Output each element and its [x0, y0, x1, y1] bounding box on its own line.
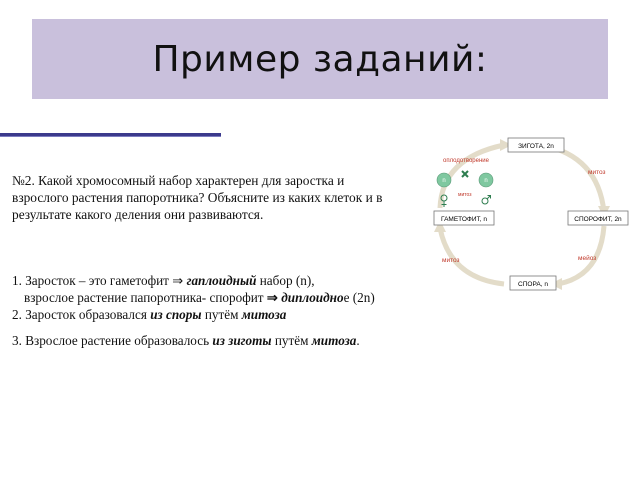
answer-1-bold: гаплоидный [186, 273, 257, 288]
mitosis-label-top-right: митоз [588, 169, 606, 176]
male-symbol-icon [482, 196, 491, 205]
question-text: №2. Какой хромосомный набор характерен для заростка и взрослого растения папоротника? Объясните из каких клеток и в результате какого деления они развиваются. [12, 173, 383, 222]
zygote-label: ЗИГОТА, 2n [518, 143, 554, 150]
cycle-arc-top-right [542, 145, 604, 212]
slide-title: Пример заданий: [152, 38, 488, 80]
cycle-arc-bottom-left [440, 228, 504, 284]
answer-3 [12, 332, 392, 349]
answer-2-bold-b: митоза [241, 307, 287, 322]
answer-3-bold-a: из зиготы [212, 333, 272, 348]
answer-1b-bold: диплоидно [281, 290, 344, 305]
title-bar [32, 19, 608, 99]
accent-line-shadow [0, 136, 221, 137]
spore-label: СПОРА, n [518, 281, 548, 288]
gamete-right-label: n [484, 178, 488, 184]
answer-1-text-a: 1. Заросток – это гаметофит ⇒ [12, 273, 187, 288]
answer-1-text-b: набор (n), [256, 273, 315, 288]
answer-1b-text-a: взрослое растение папоротника- спорофит [24, 290, 267, 305]
meiosis-label: мейоз [578, 255, 597, 262]
fertilization-label: оплодотворение [443, 158, 489, 164]
answer-1b-text-b: е (2n) [343, 290, 375, 305]
answers-block [12, 272, 392, 349]
answer-3-text-a: 3. Взрослое растение образовалось [12, 333, 213, 348]
fusion-cross-icon [462, 171, 468, 177]
mitosis-label-bottom-left: митоз [442, 257, 460, 264]
fern-life-cycle-diagram [420, 128, 632, 300]
answer-2 [12, 306, 392, 323]
answer-1-line-2 [12, 289, 392, 306]
answer-2-bold-a: из споры [150, 307, 202, 322]
answer-1b-arrow: ⇒ [266, 290, 282, 305]
mitosis-label-small: митоз [458, 192, 472, 198]
gamete-left-label: n [442, 178, 446, 184]
answer-3-text-b: путём [271, 333, 312, 348]
answer-2-text-a: 2. Заросток образовался [12, 307, 151, 322]
answer-2-text-b: путём [201, 307, 242, 322]
answer-3-text-c: . [356, 333, 360, 348]
answer-3-bold-b: митоза [311, 333, 357, 348]
sporophyte-label: СПОРОФИТ, 2n [574, 216, 622, 223]
gametophyte-label: ГАМЕТОФИТ, n [441, 216, 487, 223]
answer-1 [12, 272, 392, 289]
